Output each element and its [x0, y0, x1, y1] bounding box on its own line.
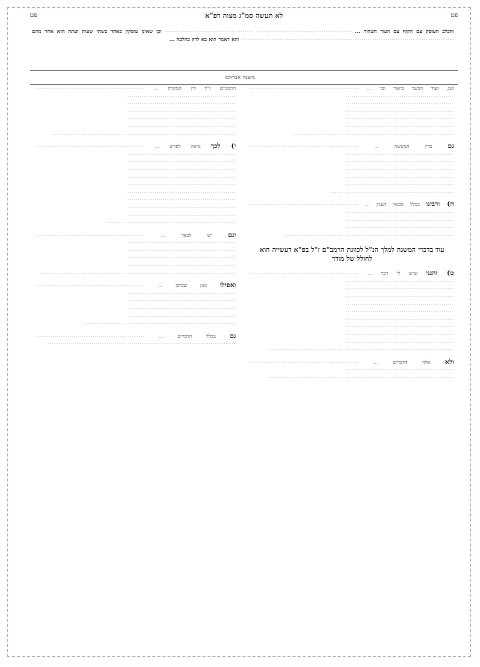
top-rule	[30, 70, 458, 71]
header-text-c: והא דאמר הוא בא לדון כהלכה ...	[169, 37, 240, 43]
right-paragraph: גם בדין המעשה ... ···················································· ···················································· ···················································· ···················································· ···················································· ···················································· ···················································· ······	[250, 142, 454, 196]
right-paragraph: ונמ, ועוד הכשר ביאור וכו' ... ···················································· ···················································· ···················································· ···················································· ···················································· ···················································· ···················································· ·························	[250, 86, 454, 138]
right-column	[250, 86, 454, 653]
left-paragraph: גם בכלל הדברים ... ···················································· ···················································· ·····································	[36, 331, 236, 348]
left-paragraph: י) לכך נראה לפרש ... ···················································· ···················································· ···················································· ···················································· ···················································· ···················································· ···················································· ···················································· ···················································· ···················································· ···················································· ·········	[36, 142, 236, 227]
page-number-left: פט	[30, 11, 38, 19]
running-head	[30, 8, 458, 22]
left-paragraph: ואפילו כאן שכתב ... ···················································· ···················································· ···················································· ···················································· ···················································· ···················································· ····················	[36, 281, 236, 328]
left-paragraph: הרמב"ם ז"ל דין המקרה ... ···················································· ···················································· ···················································· ···················································· ···················································· ···················································· ···················································· ···································	[36, 86, 236, 138]
section-rule	[30, 84, 458, 85]
right-paragraph: ולא אלה הדברים ... ···················································· ···················································· ···················································· ····································	[250, 357, 454, 381]
right-paragraph: ח) ורבינו בכלל מבאר הענין ... ···················································· ···················································· ···················································· ···················································· ···················································· ····························	[250, 200, 454, 239]
right-paragraph: ט) והנני שיש לי דבר ... ···················································· ···················································· ···················································· ···················································· ···················································· ···················································· ···················································· ···················································· ···················································· ···················································· ···················································· ····································	[250, 269, 454, 354]
header-text-a: והכלב העוסק עם הקוף עם העור הטהור ...	[354, 29, 454, 35]
page-number-right: פט	[450, 11, 458, 19]
header-commentary: והכלב העוסק עם הקוף עם העור הטהור ... ············································ ········································· וכן שאינן עוסקין כאחד בשתי שעות ועתה הוא אחד מהם ·············································· ········································ ··········· והא דאמר הוא בא לדון כהלכה ...	[32, 29, 454, 43]
running-head-title: לא תעשה סמ"ג מצוה רפ"א	[205, 10, 283, 20]
left-column	[36, 86, 236, 653]
header-text-b: וכן שאינן עוסקין כאחד בשתי שעות ועתה הוא אחד מהם	[32, 29, 162, 35]
subheading: עוד בדברי המשנה למלך הנ"ל לכוונת הרמב"ם ז"ל בפ"א דעשייה הוא לחולל של מודר	[259, 246, 445, 264]
section-heading: משנה אברהם	[225, 75, 255, 81]
left-paragraph: וגם יש לבאר ... ···················································· ···················································· ···················································· ···················································· ···················································· ···················································· ·········································	[36, 230, 236, 277]
